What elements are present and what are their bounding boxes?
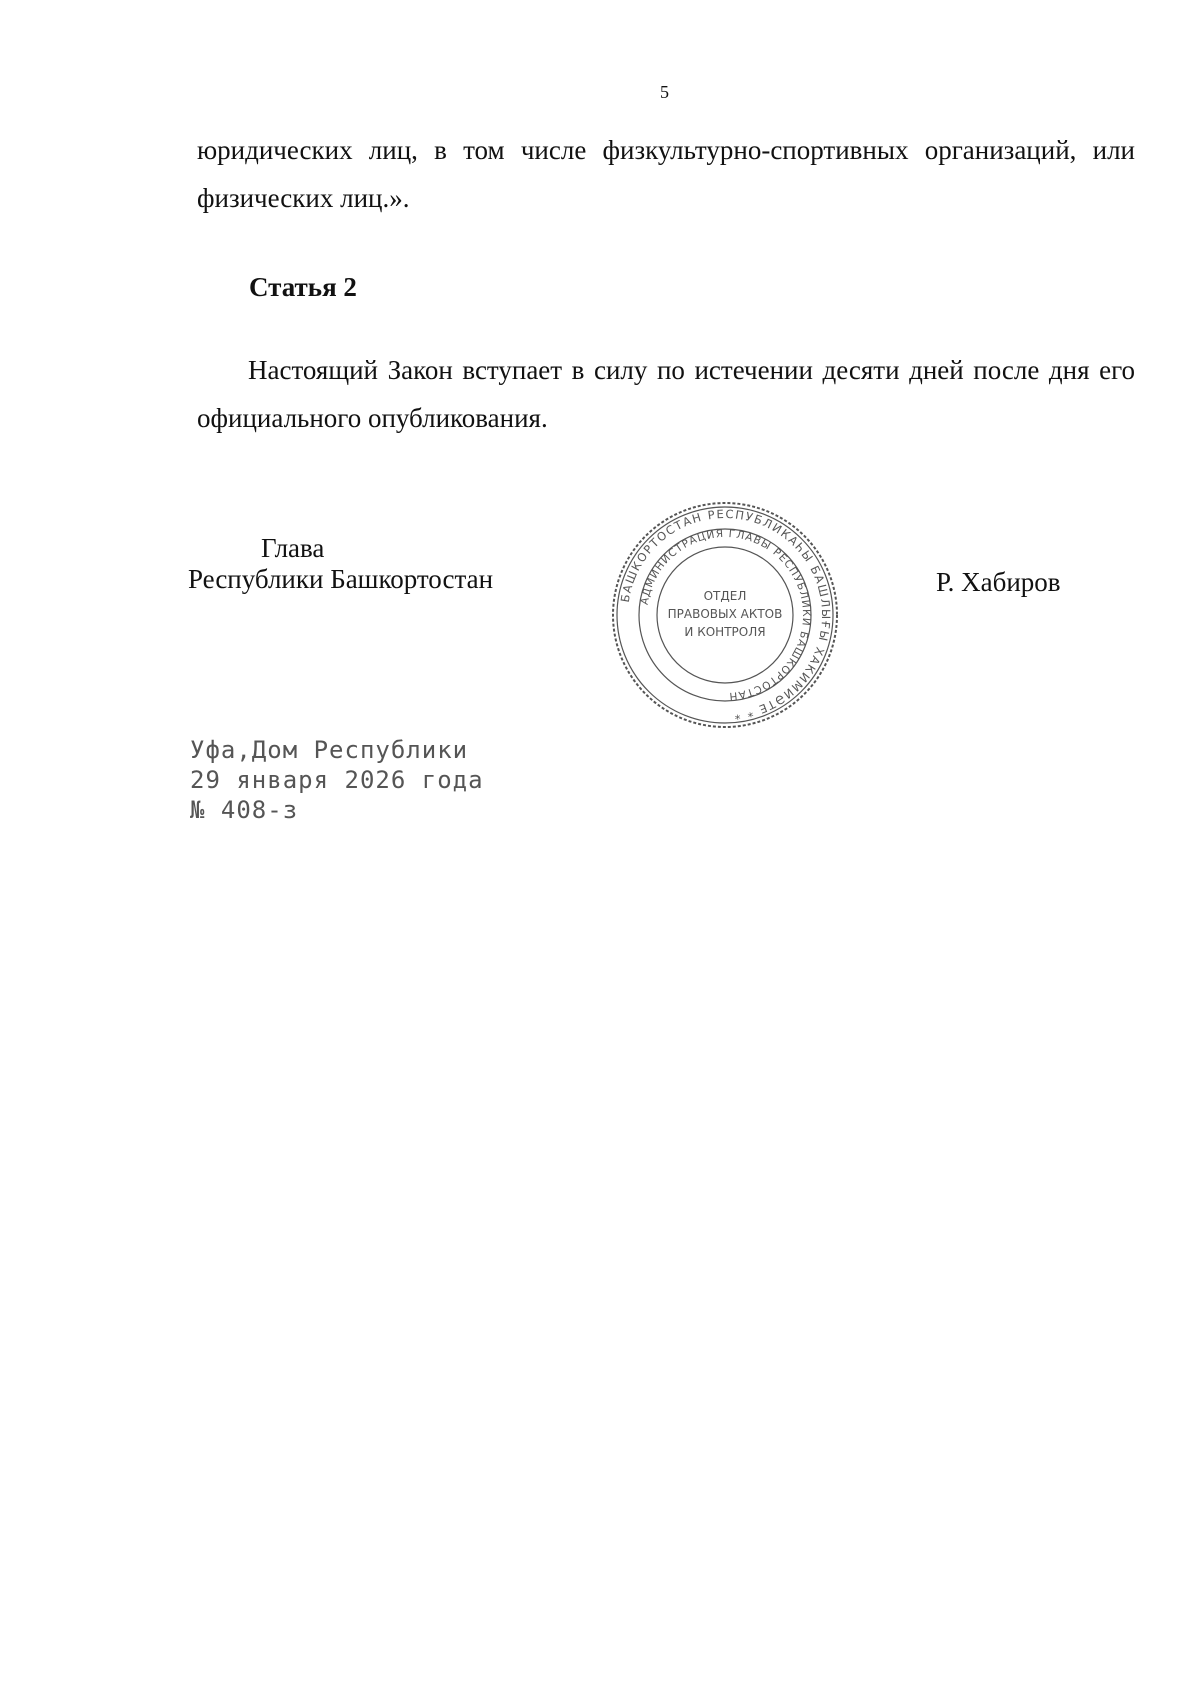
place-line: Уфа,Дом Республики xyxy=(190,736,469,764)
paragraph-continuation: юридических лиц, в том числе физкультурно-спортивных организаций, или физических лиц.». xyxy=(197,135,1135,213)
signatory-name: Р. Хабиров xyxy=(936,567,1061,597)
signatory-title-line-1: Глава xyxy=(261,533,325,563)
date-line: 29 января 2026 года xyxy=(190,766,484,794)
paragraph-effective-date: Настоящий Закон вступает в силу по истечении десяти дней после дня его официального опубликования. xyxy=(197,355,1135,433)
article-heading: Статья 2 xyxy=(249,272,357,302)
law-number-line: № 408-з xyxy=(190,796,299,824)
official-seal xyxy=(610,500,840,730)
seal-outer-ring-text: БАШКОРТОСТАН РЕСПУБЛИКАҺЫ БАШЛЫҒЫ ХАКИМИӘТЕ * * xyxy=(617,506,834,723)
seal-center-line-3: И КОНТРОЛЯ xyxy=(684,625,766,639)
page-number: 5 xyxy=(660,82,669,102)
seal-center-line-2: ПРАВОВЫХ АКТОВ xyxy=(667,607,783,621)
signatory-title-line-2: Республики Башкортостан xyxy=(188,564,494,594)
seal-inner-ring-text: АДМИНИСТРАЦИЯ ГЛАВЫ РЕСПУБЛИКИ БАШКОРТОСТАН xyxy=(638,527,813,703)
seal-center-line-1: ОТДЕЛ xyxy=(703,589,747,603)
